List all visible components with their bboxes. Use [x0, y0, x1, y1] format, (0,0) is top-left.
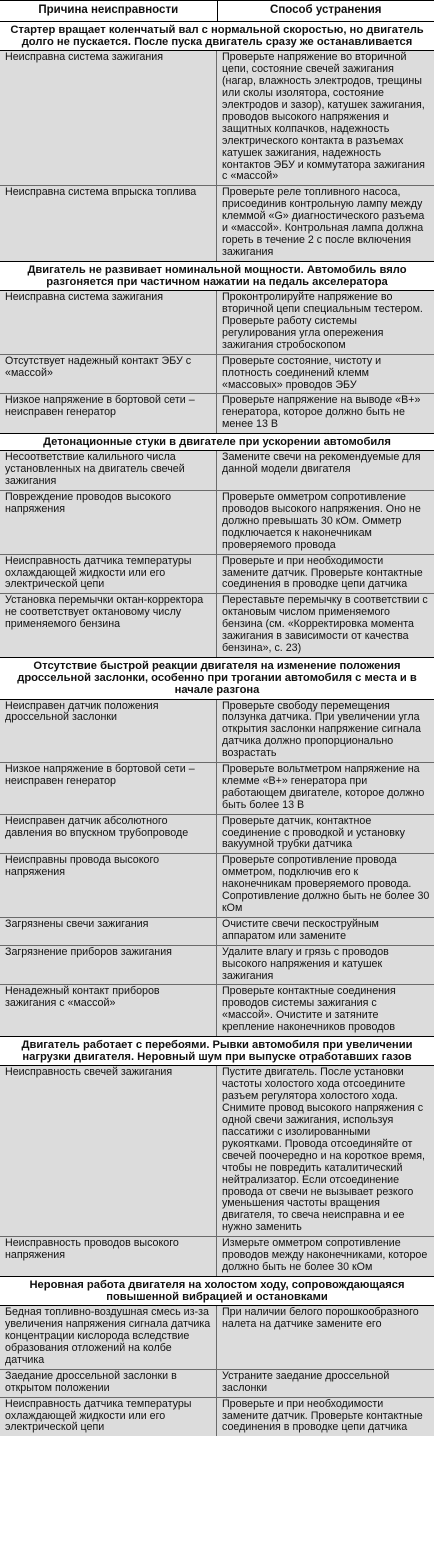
- cause-cell: Неисправность датчика температуры охлаждающей жидкости или его электрической цепи: [0, 1398, 217, 1437]
- table-body: [0, 22, 434, 1436]
- remedy-cell: Проверьте и при необходимости замените датчик. Проверьте контактные соединения в проводке цепи датчика: [217, 1398, 434, 1437]
- cause-cell: Неисправна система зажигания: [0, 51, 217, 185]
- table-row: [0, 985, 434, 1036]
- table-row: [0, 700, 434, 764]
- remedy-cell: Измерьте омметром сопротивление проводов между наконечниками, которое должно быть не более 30 кОм: [217, 1237, 434, 1276]
- table-row: [0, 1066, 434, 1237]
- section: [0, 657, 434, 1036]
- table-row: [0, 555, 434, 595]
- cause-cell: Низкое напряжение в бортовой сети – неисправен генератор: [0, 763, 217, 814]
- cause-cell: Установка перемычки октан-корректора не соответствует октановому числу применяемого бензина: [0, 594, 217, 657]
- remedy-cell: При наличии белого порошкообразного налета на датчике замените его: [217, 1306, 434, 1369]
- remedy-cell: Переставьте перемычку в соответствии с октановым числом применяемого бензина (см. «Корректировка момента зажигания в зависимости от качества бензина», с. 23): [217, 594, 434, 657]
- cause-cell: Заедание дроссельной заслонки в открытом положении: [0, 1370, 217, 1397]
- header-remedy: Способ устранения: [270, 4, 382, 17]
- table-row: [0, 451, 434, 491]
- table-row: [0, 1237, 434, 1276]
- table-row: [0, 918, 434, 946]
- table-row: [0, 1398, 434, 1437]
- remedy-cell: Проверьте контактные соединения проводов системы зажигания с «массой». Очистите и затяните крепление наконечников проводов: [217, 985, 434, 1036]
- remedy-cell: Проверьте свободу перемещения ползунка датчика. При увеличении угла открытия заслонки напряжение сигнала датчика должно пропорционально возрастать: [217, 700, 434, 763]
- remedy-cell: Замените свечи на рекомендуемые для данной модели двигателя: [217, 451, 434, 490]
- remedy-cell: Очистите свечи пескоструйным аппаратом или замените: [217, 918, 434, 945]
- remedy-cell: Проверьте напряжение на выводе «В+» генератора, которое должно быть не менее 13 В: [217, 394, 434, 433]
- cause-cell: Загрязнены свечи зажигания: [0, 918, 217, 945]
- table-row: [0, 594, 434, 657]
- section-title: Двигатель не развивает номинальной мощности. Автомобиль вяло разгоняется при частичном нажатии на педаль акселератора: [0, 261, 434, 291]
- cause-cell: Загрязнение приборов зажигания: [0, 946, 217, 985]
- section-title: Отсутствие быстрой реакции двигателя на изменение положения дроссельной заслонки, особенно при трогании автомобиля с места и в начале разгона: [0, 657, 434, 700]
- remedy-cell: Проконтролируйте напряжение во вторичной цепи специальным тестером. Проверьте работу системы регулирования угла опережения зажигания стробоскопом: [217, 291, 434, 354]
- cause-cell: Повреждение проводов высокого напряжения: [0, 491, 217, 554]
- remedy-cell: Проверьте омметром сопротивление проводов высокого напряжения. Оно не должно превышать 30 кОм. Омметр подключается к наконечникам проверяемого провода: [217, 491, 434, 554]
- table-row: [0, 946, 434, 986]
- remedy-cell: Проверьте напряжение во вторичной цепи, состояние свечей зажигания (нагар, влажность электродов, трещины или сколы изолятора, состояние электродов и зазор), катушек зажигания, проводов высокого напряжения и защитных колпачков, надежность электрического контакта в разъемах катушек зажигания, надежность контактов ЭБУ и коммутатора зажигания с «массой»: [217, 51, 434, 185]
- section: [0, 261, 434, 433]
- section-title: Стартер вращает коленчатый вал с нормальной скоростью, но двигатель долго не пускается. После пуска двигатель сразу же останавливается: [0, 22, 434, 51]
- cause-cell: Низкое напряжение в бортовой сети – неисправен генератор: [0, 394, 217, 433]
- section: [0, 1276, 434, 1436]
- remedy-cell: Проверьте и при необходимости замените датчик. Проверьте контактные соединения в проводке цепи датчика: [217, 555, 434, 594]
- table-row: [0, 51, 434, 186]
- table-row: [0, 815, 434, 855]
- remedy-cell: Устраните заедание дроссельной заслонки: [217, 1370, 434, 1397]
- section-title: Неровная работа двигателя на холостом ходу, сопровождающаяся повышенной вибрацией и остановками: [0, 1276, 434, 1306]
- cause-cell: Ненадежный контакт приборов зажигания с «массой»: [0, 985, 217, 1036]
- section: [0, 1036, 434, 1276]
- cause-cell: Неисправна система зажигания: [0, 291, 217, 354]
- remedy-cell: Проверьте вольтметром напряжение на клемме «В+» генератора при работающем двигателе, которое должно быть более 13 В: [217, 763, 434, 814]
- table-row: [0, 394, 434, 433]
- table-row: [0, 291, 434, 355]
- table-row: [0, 355, 434, 395]
- section-title: Детонационные стуки в двигателе при ускорении автомобиля: [0, 433, 434, 451]
- remedy-cell: Пустите двигатель. После установки частоты холостого хода отсоедините разъем регулятора холостого хода. Снимите провод высокого напряжения с одной свечи зажигания, используя пассатижи с изолированными рукоятками. Провода отсоединяйте от свечей поочередно и на короткое время, чтобы не повредить каталитический нейтрализатор. Если отсоединение провода от свечи не вызывает резкого уменьшения частоты вращения двигателя, то свеча неисправна и ее нужно заменить: [217, 1066, 434, 1236]
- cause-cell: Неисправны провода высокого напряжения: [0, 854, 217, 917]
- table-header: [0, 0, 434, 22]
- remedy-cell: Проверьте реле топливного насоса, присоединив контрольную лампу между клеммой «G» диагностического разъема и «массой». Контрольная лампа должна гореть в течение 2 с после включения зажигания: [217, 186, 434, 260]
- table-row: [0, 854, 434, 918]
- remedy-cell: Проверьте сопротивление провода омметром, подключив его к наконечникам проверяемого провода. Сопротивление должно быть не более 30 кОм: [217, 854, 434, 917]
- table-row: [0, 186, 434, 260]
- header-cause: Причина неисправности: [0, 1, 218, 21]
- cause-cell: Неисправна система впрыска топлива: [0, 186, 217, 260]
- remedy-cell: Удалите влагу и грязь с проводов высокого напряжения и катушек зажигания: [217, 946, 434, 985]
- cause-cell: Отсутствует надежный контакт ЭБУ с «массой»: [0, 355, 217, 394]
- section: [0, 433, 434, 657]
- remedy-cell: Проверьте датчик, контактное соединение с проводкой и установку вакуумной трубки датчика: [217, 815, 434, 854]
- table-row: [0, 491, 434, 555]
- cause-cell: Неисправен датчик абсолютного давления во впускном трубопроводе: [0, 815, 217, 854]
- cause-cell: Неисправность датчика температуры охлаждающей жидкости или его электрической цепи: [0, 555, 217, 594]
- remedy-cell: Проверьте состояние, чистоту и плотность соединений клемм «массовых» проводов ЭБУ: [217, 355, 434, 394]
- table-row: [0, 1370, 434, 1398]
- section: [0, 22, 434, 261]
- cause-cell: Неисправен датчик положения дроссельной заслонки: [0, 700, 217, 763]
- cause-cell: Несоответствие калильного числа установленных на двигатель свечей зажигания: [0, 451, 217, 490]
- section-title: Двигатель работает с перебоями. Рывки автомобиля при увеличении нагрузки двигателя. Неровный шум при выпуске отработавших газов: [0, 1036, 434, 1066]
- table-row: [0, 763, 434, 815]
- cause-cell: Бедная топливно-воздушная смесь из-за увеличения напряжения сигнала датчика концентрации кислорода вследствие образования отложений на колбе датчика: [0, 1306, 217, 1369]
- table-row: [0, 1306, 434, 1370]
- cause-cell: Неисправность свечей зажигания: [0, 1066, 217, 1236]
- cause-cell: Неисправность проводов высокого напряжения: [0, 1237, 217, 1276]
